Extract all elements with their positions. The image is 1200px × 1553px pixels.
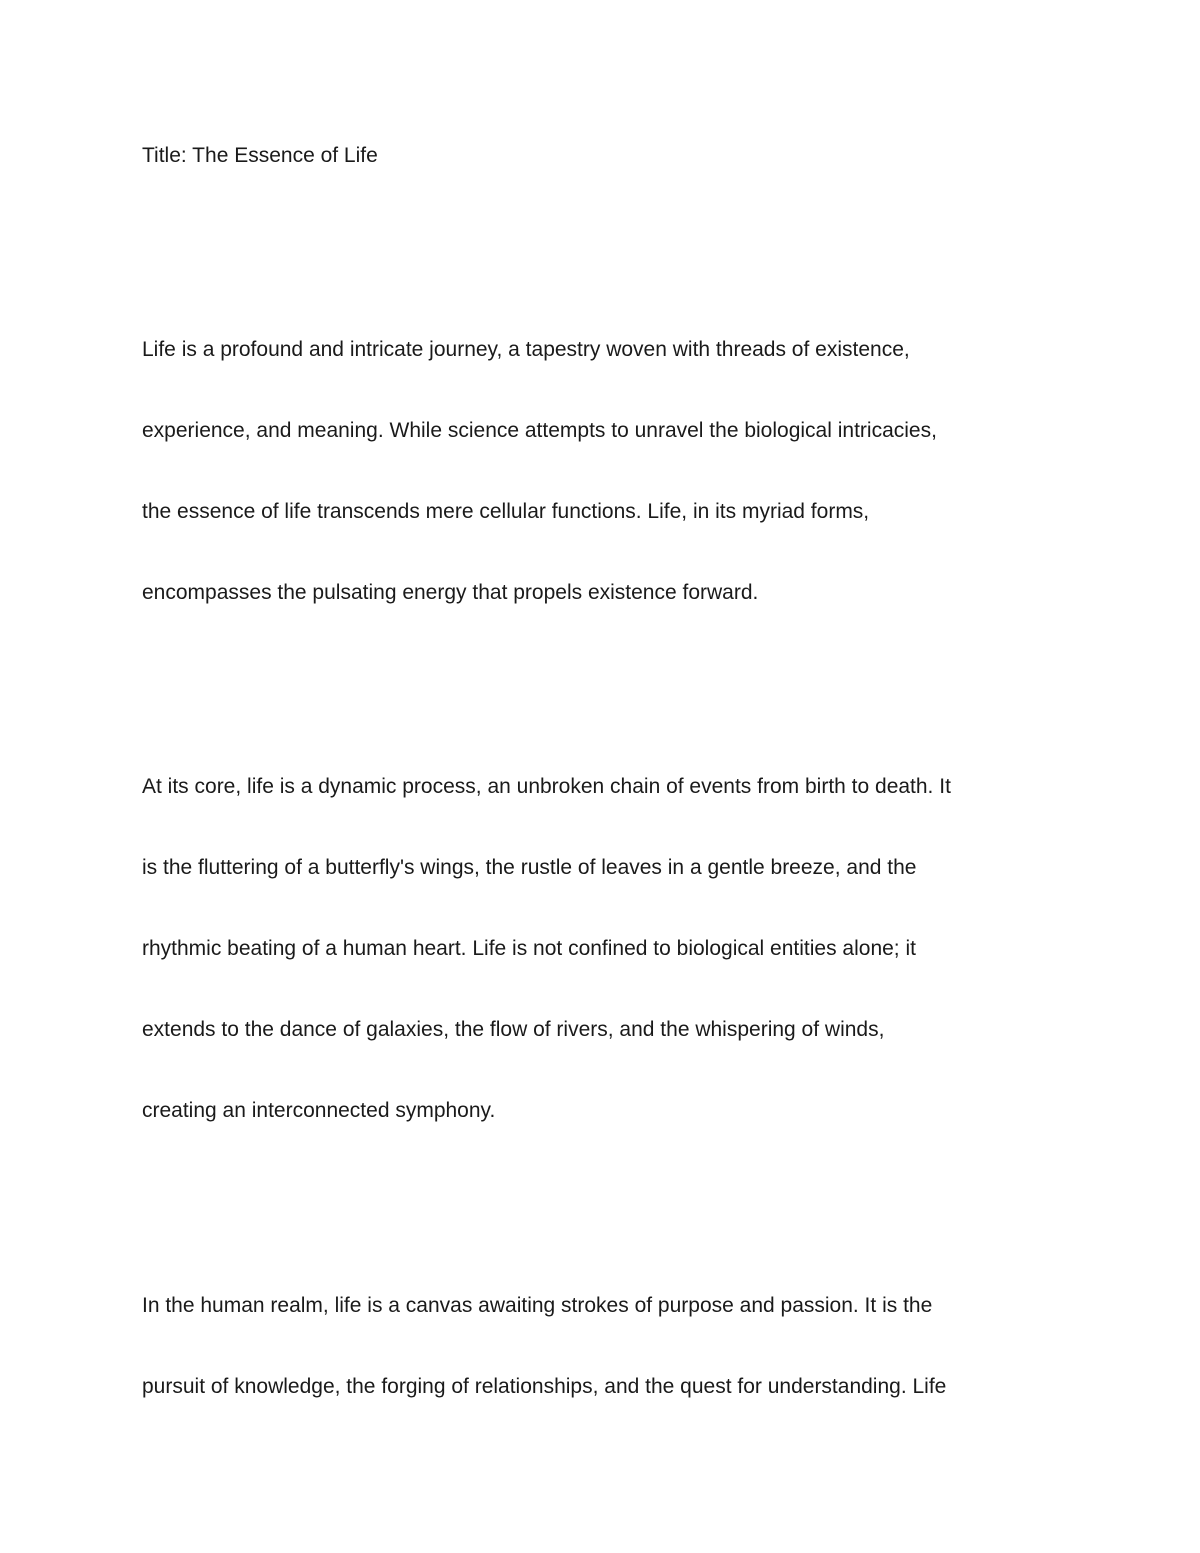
- paragraph-line: In the human realm, life is a canvas awaiting strokes of purpose and passion. It is the: [142, 1294, 933, 1317]
- paragraph-line: experience, and meaning. While science attempts to unravel the biological intricacies,: [142, 419, 937, 442]
- paragraph-line: encompasses the pulsating energy that propels existence forward.: [142, 581, 759, 604]
- paragraph-line: rhythmic beating of a human heart. Life is not confined to biological entities alone; it: [142, 937, 916, 960]
- paragraph-line: the essence of life transcends mere cellular functions. Life, in its myriad forms,: [142, 500, 870, 523]
- paragraph-line: creating an interconnected symphony.: [142, 1099, 496, 1122]
- document-title: Title: The Essence of Life: [142, 144, 378, 167]
- paragraph-line: Life is a profound and intricate journey, a tapestry woven with threads of existence,: [142, 338, 910, 361]
- paragraph-line: is the fluttering of a butterfly's wings, the rustle of leaves in a gentle breeze, and the: [142, 856, 917, 879]
- paragraph-line: At its core, life is a dynamic process, an unbroken chain of events from birth to death. It: [142, 775, 951, 798]
- paragraph-line: pursuit of knowledge, the forging of relationships, and the quest for understanding. Life: [142, 1375, 947, 1398]
- paragraph-line: extends to the dance of galaxies, the flow of rivers, and the whispering of winds,: [142, 1018, 885, 1041]
